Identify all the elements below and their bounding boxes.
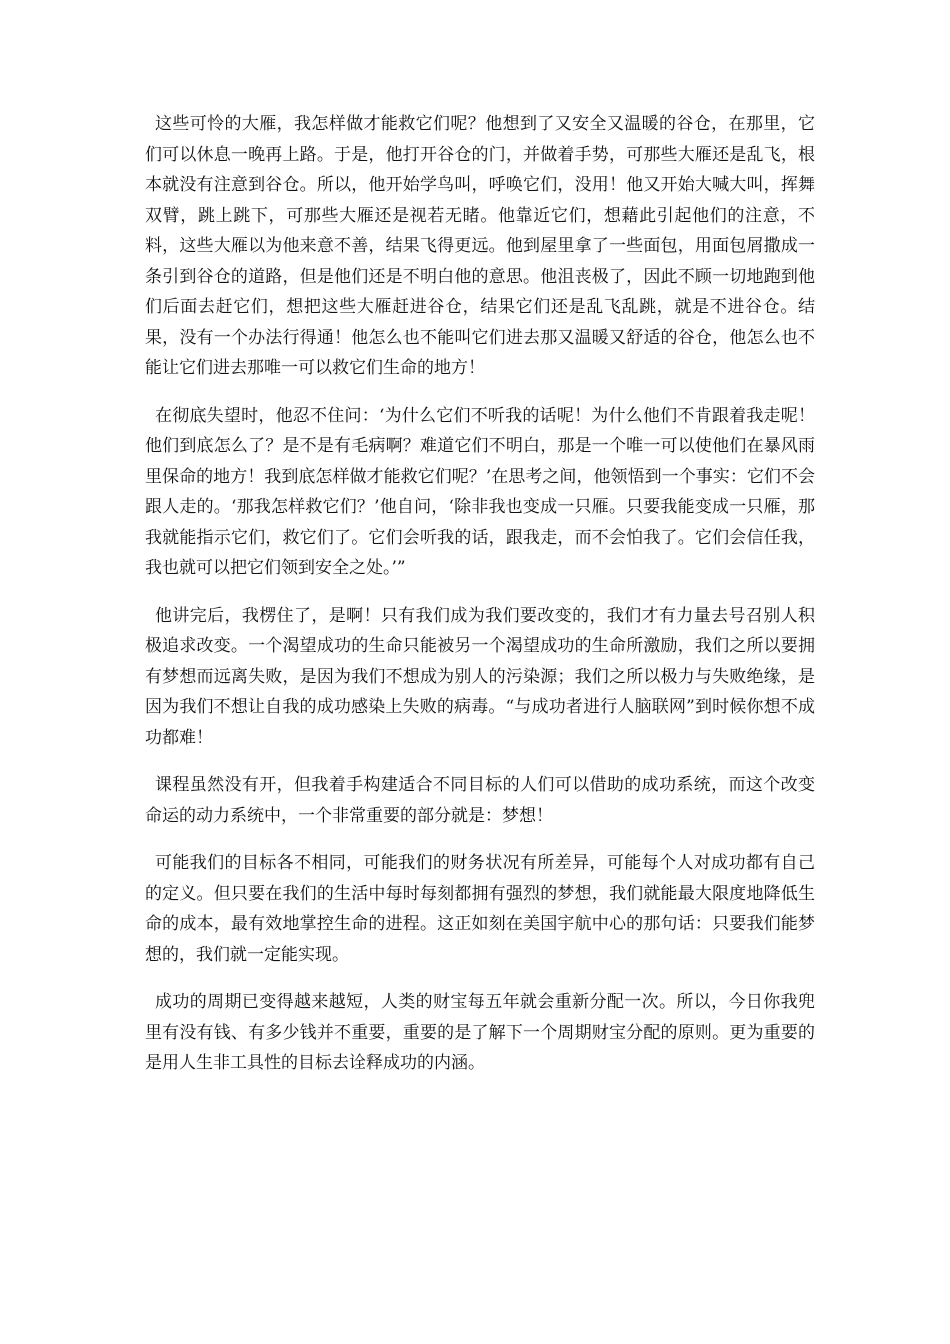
document-page bbox=[145, 109, 815, 1096]
paragraph-despair-question: 在彻底失望时，他忍不住问：‘为什么它们不听我的话呢！为什么他们不肯跟着我走呢！他们到底怎么了？是不是有毛病啊？难道它们不明白，那是一个唯一可以使他们在暴风雨里保命的地方！我到底怎样做才能救它们呢？’在思考之间，他领悟到一个事实：它们不会跟人走的。‘那我怎样救它们？’他自问，‘除非我也变成一只雁。只要我能变成一只雁，那我就能指示它们，救它们了。它们会听我的话，跟我走，而不会怕我了。它们会信任我，我也就可以把它们领到安全之处。’” bbox=[145, 405, 815, 578]
paragraph-success-system: 课程虽然没有开，但我着手构建适合不同目标的人们可以借助的成功系统，而这个改变命运的动力系统中，一个非常重要的部分就是：梦想！ bbox=[145, 775, 815, 826]
paragraph-wealth-cycle: 成功的周期已变得越来越短，人类的财宝每五年就会重新分配一次。所以，今日你我兜里有没有钱、有多少钱并不重要，重要的是了解下一个周期财宝分配的原则。更为重要的是用人生非工具性的目标去诠释成功的内涵。 bbox=[145, 992, 815, 1073]
paragraph-geese-rescue: 这些可怜的大雁，我怎样做才能救它们呢？他想到了又安全又温暖的谷仓，在那里，它们可以休息一晚再上路。于是，他打开谷仓的门，并做着手势，可那些大雁还是乱飞，根本就没有注意到谷仓。所以，他开始学鸟叫，呼唤它们，没用！他又开始大喊大叫，挥舞双臂，跳上跳下，可那些大雁还是视若无睹。他靠近它们，想藉此引起他们的注意，不料，这些大雁以为他来意不善，结果飞得更远。他到屋里拿了一些面包，用面包屑撒成一条引到谷仓的道路，但是他们还是不明白他的意思。他沮丧极了，因此不顾一切地跑到他们后面去赶它们，想把这些大雁赶进谷仓，结果它们还是乱飞乱跳，就是不进谷仓。结果，没有一个办法行得通！他怎么也不能叫它们进去那又温暖又舒适的谷仓，他怎么也不能让它们进去那唯一可以救它们生命的地方！ bbox=[145, 114, 815, 378]
paragraph-dream-power: 可能我们的目标各不相同，可能我们的财务状况有所差异，可能每个人对成功都有自己的定义。但只要在我们的生活中每时每刻都拥有强烈的梦想，我们就能最大限度地降低生命的成本，最有效地掌控生命的进程。这正如刻在美国宇航中心的那句话：只要我们能梦想的，我们就一定能实现。 bbox=[145, 853, 815, 965]
paragraph-become-change: 他讲完后，我楞住了，是啊！只有我们成为我们要改变的，我们才有力量去号召别人积极追求改变。一个渴望成功的生命只能被另一个渴望成功的生命所激励，我们之所以要拥有梦想而远离失败，是因为我们不想成为别人的污染源；我们之所以极力与失败绝缘，是因为我们不想让自我的成功感染上失败的病毒。“与成功者进行人脑联网”到时候你想不成功都难！ bbox=[145, 605, 815, 748]
